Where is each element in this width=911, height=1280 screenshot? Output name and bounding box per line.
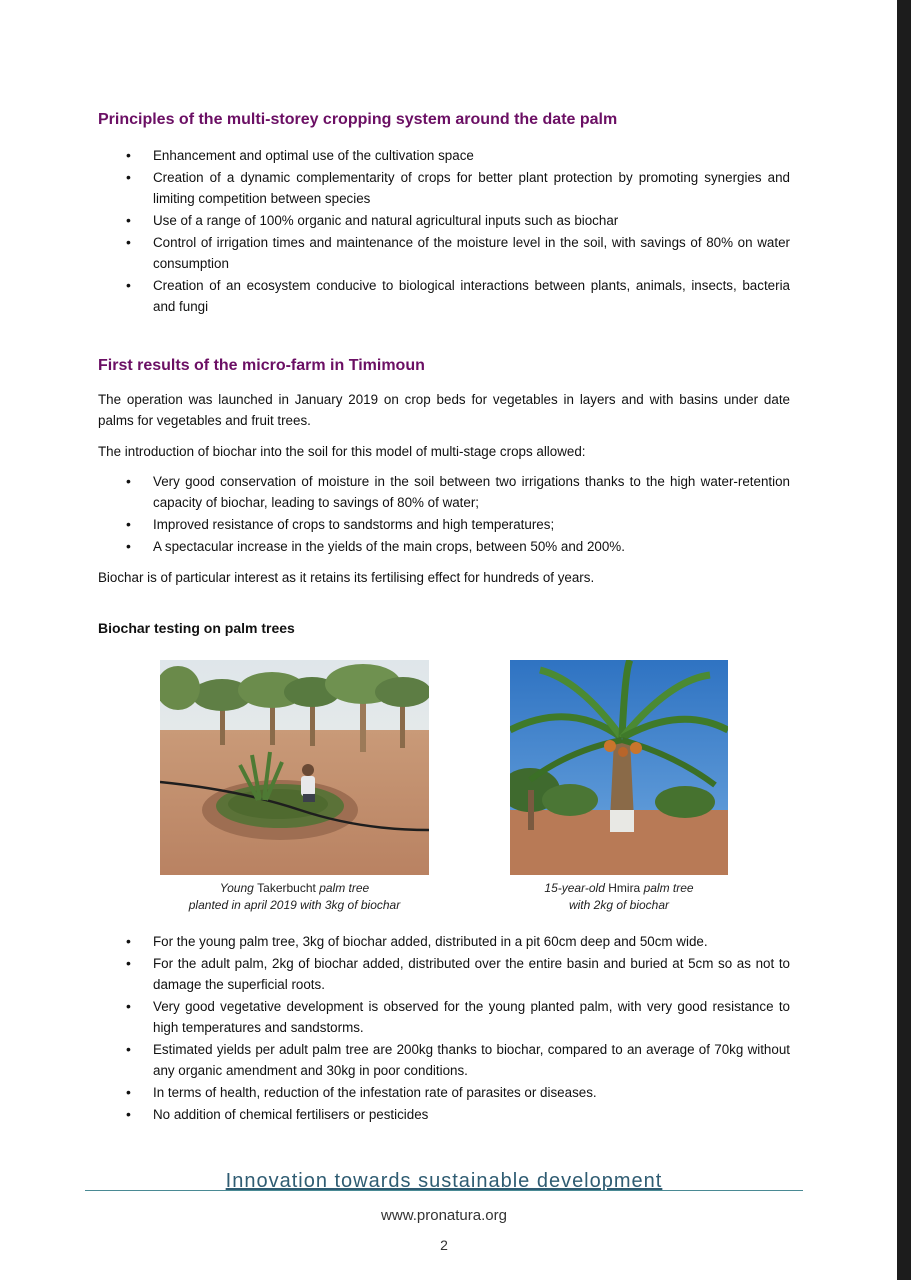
list-item: • Very good conservation of moisture in the soil between two irrigations thanks to the high water-retention capacity of biochar, leading to savings of 80% of water; bbox=[98, 471, 790, 513]
caption-text: Young bbox=[219, 881, 258, 895]
list-item: • Improved resistance of crops to sandstorms and high temperatures; bbox=[98, 514, 790, 535]
young-palm-photo bbox=[160, 660, 429, 875]
caption-line: with 2kg of biochar bbox=[568, 898, 670, 912]
list-item: • No addition of chemical fertilisers or pesticides bbox=[98, 1104, 790, 1125]
list-item: • Use of a range of 100% organic and natural agricultural inputs such as biochar bbox=[98, 210, 790, 231]
paragraph-introduction: The introduction of biochar into the soil for this model of multi-stage crops allowed: bbox=[98, 444, 586, 459]
adult-palm-photo bbox=[510, 660, 728, 875]
palm-results-list bbox=[98, 931, 790, 1126]
list-item: • Estimated yields per adult palm tree are 200kg thanks to biochar, compared to an average of 70kg without any organic amendment and 30kg in poor conditions. bbox=[98, 1039, 790, 1081]
list-item: • A spectacular increase in the yields of the main crops, between 50% and 200%. bbox=[98, 536, 790, 557]
results-list bbox=[98, 471, 790, 558]
caption-text: palm tree bbox=[640, 881, 694, 895]
caption-variety: Hmira bbox=[608, 881, 641, 895]
list-item: • For the young palm tree, 3kg of biochar added, distributed in a pit 60cm deep and 50cm wide. bbox=[98, 931, 790, 952]
screen-edge bbox=[897, 0, 911, 1280]
section-title-principles: Principles of the multi-storey cropping system around the date palm bbox=[98, 111, 618, 128]
list-item: • Creation of a dynamic complementarity of crops for better plant protection by promoting synergies and limiting competition between species bbox=[98, 167, 790, 209]
list-item: • Very good vegetative development is observed for the young planted palm, with very good resistance to high temperatures and sandstorms. bbox=[98, 996, 790, 1038]
list-item: • For the adult palm, 2kg of biochar added, distributed over the entire basin and buried at 5cm so as not to damage the superficial roots. bbox=[98, 953, 790, 995]
section-title-first-results: First results of the micro-farm in Timimoun bbox=[98, 357, 425, 374]
adult-palm-caption bbox=[510, 880, 728, 914]
caption-text: palm tree bbox=[315, 881, 370, 895]
caption-line bbox=[510, 880, 728, 897]
footer-tagline: Innovation towards sustainable development bbox=[225, 1170, 663, 1192]
footer-divider bbox=[85, 1190, 803, 1191]
caption-variety: Takerbucht bbox=[257, 881, 316, 895]
list-item: • Creation of an ecosystem conducive to biological interactions between plants, animals, insects, bacteria and fungi bbox=[98, 275, 790, 317]
page-number: 2 bbox=[440, 1237, 448, 1253]
subsection-title-biochar-testing: Biochar testing on palm trees bbox=[98, 620, 295, 636]
list-item: • Enhancement and optimal use of the cultivation space bbox=[98, 145, 790, 166]
footer-website-link[interactable]: www.pronatura.org bbox=[381, 1207, 507, 1224]
caption-text: 15-year-old bbox=[544, 881, 609, 895]
young-palm-caption bbox=[160, 880, 429, 914]
caption-line: planted in april 2019 with 3kg of biochar bbox=[188, 898, 401, 912]
list-item: • In terms of health, reduction of the infestation rate of parasites or diseases. bbox=[98, 1082, 790, 1103]
caption-line bbox=[160, 880, 429, 897]
paragraph-operation: The operation was launched in January 2019 on crop beds for vegetables in layers and with basins under date palms for vegetables and fruit trees. bbox=[98, 392, 790, 428]
list-item: • Control of irrigation times and maintenance of the moisture level in the soil, with savings of 80% on water consumption bbox=[98, 232, 790, 274]
paragraph-biochar-interest: Biochar is of particular interest as it retains its fertilising effect for hundreds of years. bbox=[98, 570, 595, 585]
principles-list bbox=[98, 145, 790, 318]
